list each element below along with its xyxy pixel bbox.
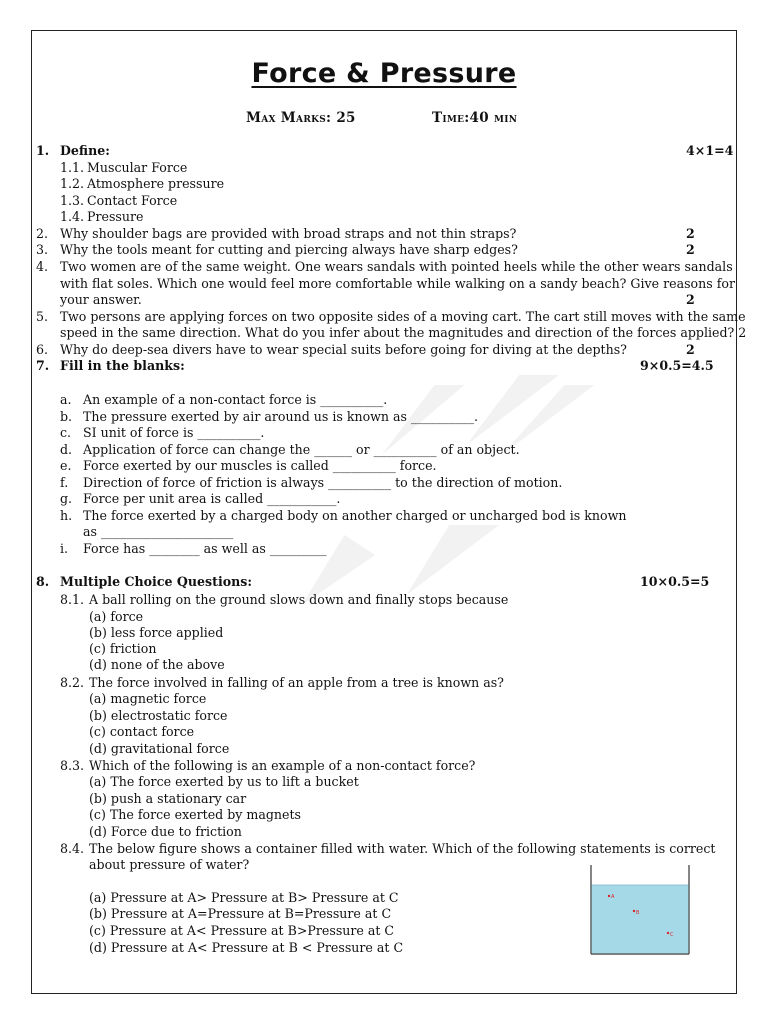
- q1-number: 1.: [36, 143, 50, 158]
- mcq-option: (b) electrostatic force: [89, 708, 228, 723]
- blank-letter: f.: [60, 475, 69, 490]
- q2-number: 2.: [36, 226, 49, 241]
- q7-marks: 9×0.5=4.5: [640, 358, 714, 373]
- q3-marks: 2: [686, 242, 695, 257]
- q7-number: 7.: [36, 358, 50, 373]
- blank-text: Force has ________ as well as _________: [83, 541, 327, 556]
- q5-line: speed in the same direction. What do you infer about the magnitudes and direction of the forces applied? 2: [60, 325, 747, 340]
- blank-text: Application of force can change the ______ or __________ of an object.: [83, 442, 520, 457]
- mcq-number: 8.4.: [60, 841, 85, 856]
- blank-letter: b.: [60, 409, 73, 424]
- mcq-question: Which of the following is an example of a non-contact force?: [89, 758, 476, 773]
- q1-sub-text: Muscular Force: [87, 160, 188, 175]
- q4-line: with flat soles. Which one would feel more comfortable while walking on a sandy beach? Give reasons for: [60, 276, 735, 291]
- mcq-question: The below figure shows a container filled with water. Which of the following statements is correct: [89, 841, 716, 856]
- q5-number: 5.: [36, 309, 49, 324]
- q1-sub-number: 1.2.: [60, 176, 85, 191]
- mcq-option: (c) friction: [89, 641, 157, 656]
- blank-text: Direction of force of friction is always __________ to the direction of motion.: [83, 475, 563, 490]
- q4-line: Two women are of the same weight. One wears sandals with pointed heels while the other wears sandals: [60, 259, 733, 274]
- mcq-number: 8.1.: [60, 592, 85, 607]
- mcq-question: about pressure of water?: [89, 857, 250, 872]
- mcq-option: (c) The force exerted by magnets: [89, 807, 302, 822]
- mcq-option: (a) force: [89, 609, 144, 624]
- q4-line: your answer.: [60, 292, 142, 307]
- blank-letter: g.: [60, 491, 73, 506]
- mcq-option: (d) Force due to friction: [89, 824, 242, 839]
- mcq-number: 8.3.: [60, 758, 85, 773]
- q2-marks: 2: [686, 226, 695, 241]
- q8-label: Multiple Choice Questions:: [60, 574, 253, 589]
- q1-sub-text: Contact Force: [87, 193, 178, 208]
- blank-text: Force exerted by our muscles is called __________ force.: [83, 458, 437, 473]
- blank-text: The force exerted by a charged body on another charged or uncharged bod is known: [83, 508, 627, 523]
- mcq-option: (a) The force exerted by us to lift a bucket: [89, 774, 359, 789]
- q6-number: 6.: [36, 342, 49, 357]
- mcq-option: (d) gravitational force: [89, 741, 230, 756]
- q1-sub-text: Pressure: [87, 209, 144, 224]
- blank-letter: c.: [60, 425, 72, 440]
- mcq-option: (c) Pressure at A< Pressure at B>Pressure at C: [89, 923, 395, 938]
- blank-text: SI unit of force is __________.: [83, 425, 265, 440]
- blank-letter: a.: [60, 392, 72, 407]
- q8-number: 8.: [36, 574, 50, 589]
- mcq-option: (b) Pressure at A=Pressure at B=Pressure at C: [89, 906, 392, 921]
- q4-number: 4.: [36, 259, 49, 274]
- time-limit: Time:40 min: [432, 110, 518, 126]
- blank-letter: i.: [60, 541, 69, 556]
- point-c-marker: [667, 932, 669, 934]
- blank-text: An example of a non-contact force is __________.: [83, 392, 388, 407]
- q3-text: Why the tools meant for cutting and piercing always have sharp edges?: [60, 242, 518, 257]
- water-body: [592, 885, 689, 953]
- blank-letter: h.: [60, 508, 73, 523]
- point-a-label: A: [611, 894, 615, 900]
- point-c-label: C: [670, 932, 674, 938]
- mcq-question: The force involved in falling of an apple from a tree is known as?: [89, 675, 504, 690]
- mcq-question: A ball rolling on the ground slows down and finally stops because: [89, 592, 509, 607]
- q1-sub-text: Atmosphere pressure: [87, 176, 225, 191]
- q1-sub-number: 1.3.: [60, 193, 85, 208]
- q4-marks: 2: [686, 292, 695, 307]
- point-b-marker: [633, 910, 635, 912]
- point-b-label: B: [636, 910, 640, 916]
- q8-marks: 10×0.5=5: [640, 574, 710, 589]
- mcq-number: 8.2.: [60, 675, 85, 690]
- mcq-option: (d) Pressure at A< Pressure at B < Pressure at C: [89, 940, 404, 955]
- mcq-option: (c) contact force: [89, 724, 195, 739]
- q6-marks: 2: [686, 342, 695, 357]
- mcq-option: (b) less force applied: [89, 625, 224, 640]
- mcq-option: (b) push a stationary car: [89, 791, 247, 806]
- blank-text: Force per unit area is called ___________.: [83, 491, 341, 506]
- q1-marks: 4×1=4: [686, 143, 734, 158]
- blank-text: The pressure exerted by air around us is known as __________.: [83, 409, 478, 424]
- point-a-marker: [608, 895, 610, 897]
- blank-letter: d.: [60, 442, 73, 457]
- q3-number: 3.: [36, 242, 49, 257]
- mcq-option: (a) magnetic force: [89, 691, 207, 706]
- mcq-option: (d) none of the above: [89, 657, 225, 672]
- q1-label: Define:: [60, 143, 110, 158]
- q1-sub-number: 1.4.: [60, 209, 85, 224]
- q2-text: Why shoulder bags are provided with broad straps and not thin straps?: [60, 226, 517, 241]
- water-container-figure: [590, 865, 690, 955]
- max-marks: Max Marks: 25: [246, 110, 356, 126]
- q1-sub-number: 1.1.: [60, 160, 85, 175]
- page-title: Force & Pressure: [251, 58, 517, 89]
- blank-text: as _____________________: [83, 524, 234, 539]
- q5-line: Two persons are applying forces on two opposite sides of a moving cart. The cart still moves with the same: [60, 309, 746, 324]
- q7-label: Fill in the blanks:: [60, 358, 185, 373]
- q6-text: Why do deep-sea divers have to wear special suits before going for diving at the depths?: [60, 342, 627, 357]
- blank-letter: e.: [60, 458, 72, 473]
- mcq-option: (a) Pressure at A> Pressure at B> Pressure at C: [89, 890, 399, 905]
